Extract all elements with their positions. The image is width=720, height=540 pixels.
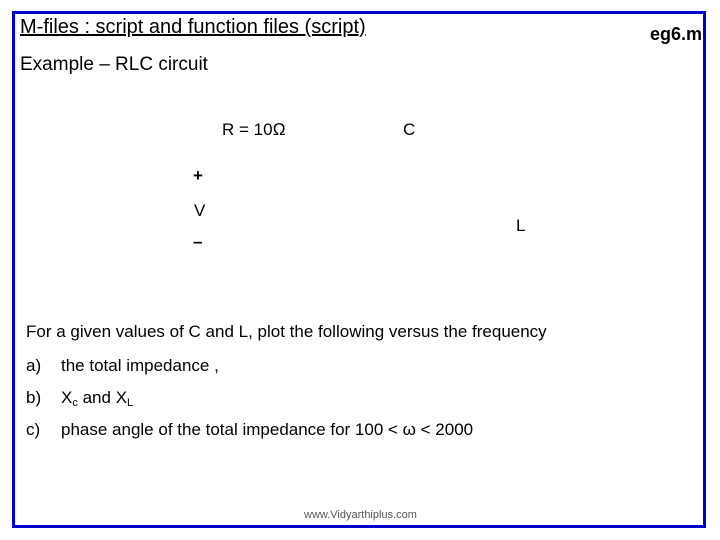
- conjunction: and: [82, 388, 111, 407]
- minus-sign: –: [193, 232, 203, 251]
- list-item: [26, 356, 219, 376]
- watermark: www.Vidyarthiplus.com: [304, 509, 417, 521]
- list-item-text: the total impedance ,: [61, 356, 219, 375]
- file-name: eg6.m: [649, 24, 702, 44]
- list-item-label: b): [26, 388, 42, 407]
- list-item-text: phase angle of the total impedance for 100 < ω < 2000: [61, 420, 474, 439]
- capacitor-label: C: [403, 120, 416, 139]
- list-item: [26, 420, 473, 440]
- xl-subscript: L: [127, 397, 134, 409]
- example-title: Example – RLC circuit: [20, 54, 208, 75]
- list-item-label: a): [26, 356, 42, 375]
- source-label: V: [194, 201, 206, 220]
- resistor-label: R = 10Ω: [222, 120, 286, 139]
- plus-sign: +: [193, 166, 203, 185]
- task-intro: For a given values of C and L, plot the following versus the frequency: [26, 322, 547, 341]
- xc-symbol: X: [61, 388, 73, 407]
- slide-title: M-files : script and function files (script): [20, 16, 366, 38]
- list-item: [26, 388, 133, 409]
- inductor-label: L: [516, 216, 526, 235]
- xl-symbol: X: [115, 388, 128, 407]
- list-item-label: c): [26, 420, 41, 439]
- slide-frame: [12, 11, 706, 528]
- xc-subscript: c: [72, 397, 78, 409]
